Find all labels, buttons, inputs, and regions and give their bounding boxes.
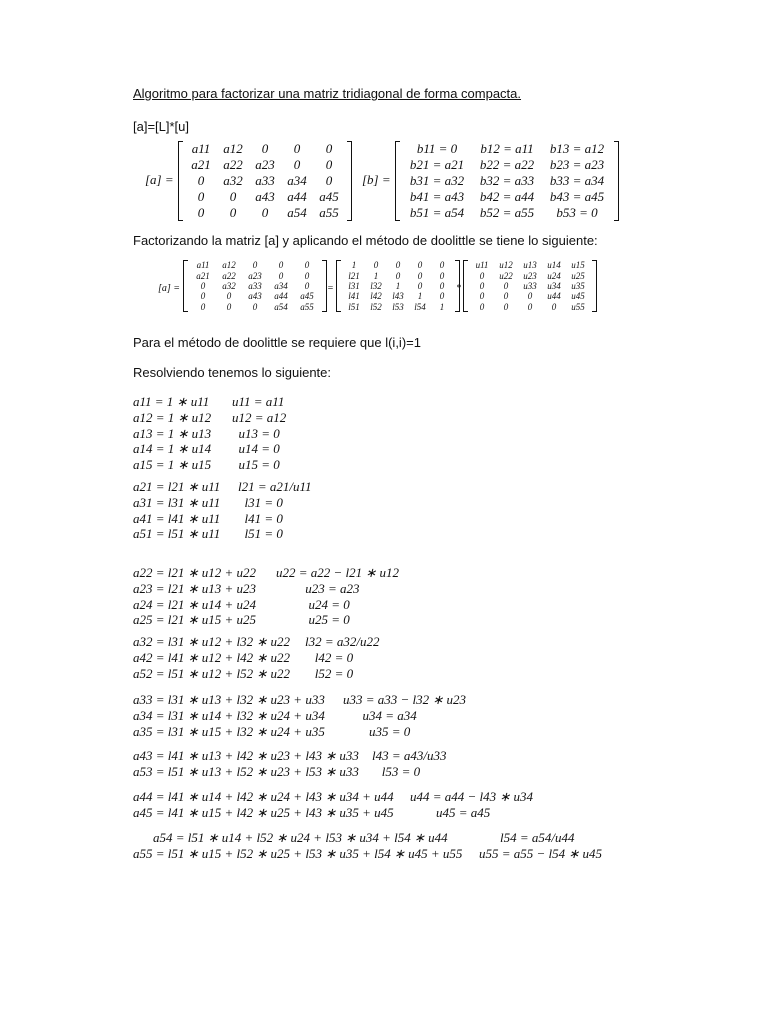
equation-left: a45 = l41 ∗ u15 + l42 ∗ u25 + l43 ∗ u35 + u45	[133, 804, 394, 820]
matrix-cell: 1	[395, 280, 401, 291]
matrix-cell: b43 = a45	[549, 189, 605, 204]
equation-right: l32 = a32/u22	[305, 634, 380, 649]
matrix-cell: a22	[223, 157, 243, 172]
equation-right: u34 = a34	[343, 707, 417, 723]
matrix-cell: 0	[479, 270, 485, 281]
factor-a-label: [a] =	[158, 283, 181, 294]
matrix-cell: 0	[278, 270, 284, 281]
equation-right: u15 = 0	[232, 457, 280, 473]
matrix-cell: a54	[287, 205, 307, 220]
equation-left: a23 = l21 ∗ u13 + u23	[133, 580, 257, 596]
matrix-cell: 0	[261, 205, 269, 220]
matrix-cell: 0	[304, 280, 310, 291]
matrix-cell: u14	[547, 260, 561, 271]
equation-right: u45 = a45	[410, 804, 491, 820]
matrix-cell: a23	[248, 270, 262, 281]
equation-left: a32 = l31 ∗ u12 + l32 ∗ u22	[133, 634, 291, 649]
equation-right: l53 = 0	[372, 763, 421, 779]
equation-left: a14 = 1 ∗ u14	[133, 441, 212, 457]
matrix-cell: 0	[197, 205, 205, 220]
matrix-cell: l51	[348, 301, 360, 312]
matrix-cell: a45	[300, 291, 314, 302]
matrix-cell: u11	[475, 260, 489, 271]
matrix-cell: l32	[370, 280, 382, 291]
matrix-cell: 0	[503, 291, 509, 302]
equation-left: a35 = l31 ∗ u15 + l32 ∗ u24 + u35	[133, 723, 325, 739]
matrix-cell: b53 = 0	[556, 205, 598, 220]
matrix-u	[463, 260, 597, 312]
matrix-cell: a21	[196, 270, 210, 281]
matrix-cell: a33	[248, 280, 262, 291]
matrix-cell: 0	[527, 301, 533, 312]
matrix-cell: 0	[479, 291, 485, 302]
equation-right: l21 = a21/u11	[238, 479, 312, 494]
matrix-cell: 1	[373, 270, 379, 281]
equation-right: u14 = 0	[232, 441, 280, 457]
equation-left: a42 = l41 ∗ u12 + l42 ∗ u22	[133, 649, 291, 665]
matrix-cell: 0	[527, 291, 533, 302]
matrix-cell: 0	[304, 260, 310, 271]
matrix-cell: 0	[304, 270, 310, 281]
matrix-cell: 1	[439, 301, 445, 312]
matrix-cell: 0	[439, 260, 445, 271]
equation-right: u11 = a11	[232, 394, 285, 409]
equation-right: u44 = a44 − l43 ∗ u34	[410, 789, 534, 804]
matrix-cell: 0	[293, 141, 301, 156]
matrix-cell: 0	[325, 157, 333, 172]
matrix-cell: b12 = a11	[480, 141, 534, 156]
equation-right: l52 = 0	[305, 665, 354, 681]
matrix-a-small	[183, 260, 327, 312]
matrix-cell: 0	[439, 291, 445, 302]
matrix-cell: b52 = a55	[479, 205, 535, 220]
matrix-cell: 0	[197, 173, 205, 188]
matrix-cell: 0	[479, 280, 485, 291]
matrix-cell: l41	[348, 291, 360, 302]
matrix-cell: u44	[547, 291, 561, 302]
equation-left: a41 = l41 ∗ u11	[133, 510, 221, 526]
matrix-cell: a11	[191, 141, 211, 156]
matrix-cell: l31	[348, 280, 360, 291]
matrix-cell: a12	[223, 141, 243, 156]
equation-right: u25 = 0	[276, 612, 350, 628]
matrix-cell: l53	[392, 301, 404, 312]
matrix-cell: u13	[523, 260, 537, 271]
eq-a55-left: a55 = l51 ∗ u15 + l52 ∗ u25 + l53 ∗ u35 + l54 ∗ u45 + u55	[133, 846, 463, 861]
matrix-cell: 0	[325, 141, 333, 156]
matrix-cell: 0	[417, 260, 423, 271]
matrix-cell: 0	[293, 157, 301, 172]
resolve-text: Resolviendo tenemos lo siguiente:	[133, 365, 332, 380]
equation-left: a15 = 1 ∗ u15	[133, 457, 212, 473]
matrix-cell: 0	[197, 189, 205, 204]
matrix-cell: b31 = a32	[409, 173, 465, 188]
matrix-cell: 0	[226, 301, 232, 312]
matrix-cell: b33 = a34	[549, 173, 605, 188]
matrix-cell: b11 = 0	[416, 141, 458, 156]
equation-left: a22 = l21 ∗ u12 + u22	[133, 565, 257, 580]
factor-multiply: *	[456, 283, 461, 294]
matrix-cell: a34	[274, 280, 288, 291]
equation-right: l51 = 0	[238, 526, 283, 542]
equation-left: a13 = 1 ∗ u13	[133, 425, 212, 441]
matrix-l	[336, 260, 460, 312]
equation-right: l42 = 0	[305, 649, 354, 665]
matrix-cell: a33	[255, 173, 275, 188]
equation-left: a12 = 1 ∗ u12	[133, 409, 212, 425]
matrix-cell: a34	[287, 173, 307, 188]
factor-text: Factorizando la matriz [a] y aplicando el método de doolittle se tiene lo siguiente:	[133, 233, 598, 248]
matrix-cell: 0	[226, 291, 232, 302]
eq-a54-left: a54 = l51 ∗ u14 + l52 ∗ u24 + l53 ∗ u34 + l54 ∗ u44	[153, 830, 448, 845]
matrix-cell: l21	[348, 270, 360, 281]
matrix-cell: 1	[351, 260, 357, 271]
matrix-a	[178, 141, 352, 221]
equation-right: u12 = a12	[232, 409, 287, 425]
matrix-cell: 0	[417, 280, 423, 291]
matrix-cell: a23	[255, 157, 275, 172]
matrix-cell: 0	[439, 280, 445, 291]
matrix-cell: u34	[547, 280, 561, 291]
matrix-cell: 0	[373, 260, 379, 271]
matrix-cell: 0	[417, 270, 423, 281]
matrix-cell: 0	[200, 301, 206, 312]
matrix-cell: u25	[571, 270, 585, 281]
equation-left: a31 = l31 ∗ u11	[133, 494, 221, 510]
equation-right: l31 = 0	[238, 494, 283, 510]
matrix-cell: a21	[191, 157, 211, 172]
matrix-cell: u15	[571, 260, 585, 271]
matrix-cell: a55	[319, 205, 339, 220]
document-title: Algoritmo para factorizar una matriz tridiagonal de forma compacta.	[133, 86, 522, 101]
equation-right: u33 = a33 − l32 ∗ u23	[343, 692, 467, 707]
equation-right: u13 = 0	[232, 425, 280, 441]
equation-left: a53 = l51 ∗ u13 + l52 ∗ u23 + l53 ∗ u33	[133, 763, 359, 779]
eq-a54-right: l54 = a54/u44	[500, 830, 575, 845]
matrix-cell: a11	[196, 260, 210, 271]
matrix-cell: a32	[222, 280, 236, 291]
matrix-cell: u24	[547, 270, 561, 281]
equation-left: a11 = 1 ∗ u11	[133, 394, 210, 409]
matrix-cell: 0	[479, 301, 485, 312]
matrix-cell: a22	[222, 270, 236, 281]
matrix-cell: 0	[229, 205, 237, 220]
matrix-cell: a55	[300, 301, 314, 312]
matrix-cell: a12	[222, 260, 236, 271]
matrix-cell: 0	[503, 301, 509, 312]
equation-right: u35 = 0	[343, 723, 411, 739]
matrix-cell: a44	[274, 291, 288, 302]
matrix-cell: 0	[200, 291, 206, 302]
matrix-b	[395, 141, 619, 221]
matrix-cell: u35	[571, 280, 585, 291]
matrix-cell: u33	[523, 280, 537, 291]
matrix-cell: b22 = a22	[479, 157, 535, 172]
equation-left: a44 = l41 ∗ u14 + l42 ∗ u24 + l43 ∗ u34 + u44	[133, 789, 394, 804]
main-formula: [a]=[L]*[u]	[133, 119, 190, 134]
matrix-cell: 0	[439, 270, 445, 281]
matrix-cell: l43	[392, 291, 404, 302]
matrix-cell: 0	[252, 301, 258, 312]
matrix-b-label: [b] =	[362, 172, 391, 187]
matrix-cell: 0	[200, 280, 206, 291]
matrix-cell: b23 = a23	[549, 157, 605, 172]
equation-right: u23 = a23	[276, 580, 360, 596]
matrix-cell: b32 = a33	[479, 173, 535, 188]
equation-left: a25 = l21 ∗ u15 + u25	[133, 612, 257, 628]
matrix-cell: 1	[417, 291, 423, 302]
matrix-cell: 0	[325, 173, 333, 188]
matrix-cell: a54	[274, 301, 288, 312]
matrix-cell: u55	[571, 301, 585, 312]
matrix-cell: u23	[523, 270, 537, 281]
equation-left: a21 = l21 ∗ u11	[133, 479, 221, 494]
equation-left: a24 = l21 ∗ u14 + u24	[133, 596, 257, 612]
equation-right: u22 = a22 − l21 ∗ u12	[276, 565, 400, 580]
matrix-cell: 0	[503, 280, 509, 291]
equation-left: a52 = l51 ∗ u12 + l52 ∗ u22	[133, 665, 291, 681]
matrix-cell: a45	[319, 189, 339, 204]
eq-a55-right: u55 = a55 − l54 ∗ u45	[479, 846, 603, 861]
matrix-cell: a43	[248, 291, 262, 302]
matrix-cell: a32	[223, 173, 243, 188]
equation-right: l43 = a43/u33	[372, 748, 447, 763]
equation-left: a34 = l31 ∗ u14 + l32 ∗ u24 + u34	[133, 707, 325, 723]
matrix-cell: 0	[229, 189, 237, 204]
matrix-cell: b42 = a44	[479, 189, 535, 204]
doolittle-text: Para el método de doolittle se requiere que l(i,i)=1	[133, 335, 421, 350]
equation-right: l41 = 0	[238, 510, 283, 526]
matrix-cell: l52	[370, 301, 382, 312]
equation-right: u24 = 0	[276, 596, 350, 612]
matrix-cell: b21 = a21	[409, 157, 465, 172]
factor-equals: =	[327, 283, 334, 294]
equation-left: a51 = l51 ∗ u11	[133, 526, 221, 542]
matrix-cell: b13 = a12	[549, 141, 605, 156]
matrix-cell: b41 = a43	[409, 189, 465, 204]
matrix-cell: 0	[395, 270, 401, 281]
equation-left: a33 = l31 ∗ u13 + l32 ∗ u23 + u33	[133, 692, 325, 707]
matrix-a-label: [a] =	[145, 172, 174, 187]
matrix-cell: u22	[499, 270, 513, 281]
equation-left: a43 = l41 ∗ u13 + l42 ∗ u23 + l43 ∗ u33	[133, 748, 359, 763]
matrix-cell: l42	[370, 291, 382, 302]
matrix-cell: 0	[551, 301, 557, 312]
matrix-cell: 0	[278, 260, 284, 271]
matrix-cell: a44	[287, 189, 307, 204]
matrix-cell: 0	[395, 260, 401, 271]
matrix-cell: b51 = a54	[409, 205, 465, 220]
matrix-cell: u45	[571, 291, 585, 302]
matrix-cell: l54	[414, 301, 426, 312]
matrix-cell: 0	[261, 141, 269, 156]
matrix-cell: a43	[255, 189, 275, 204]
matrix-cell: u12	[499, 260, 513, 271]
matrix-cell: 0	[252, 260, 258, 271]
